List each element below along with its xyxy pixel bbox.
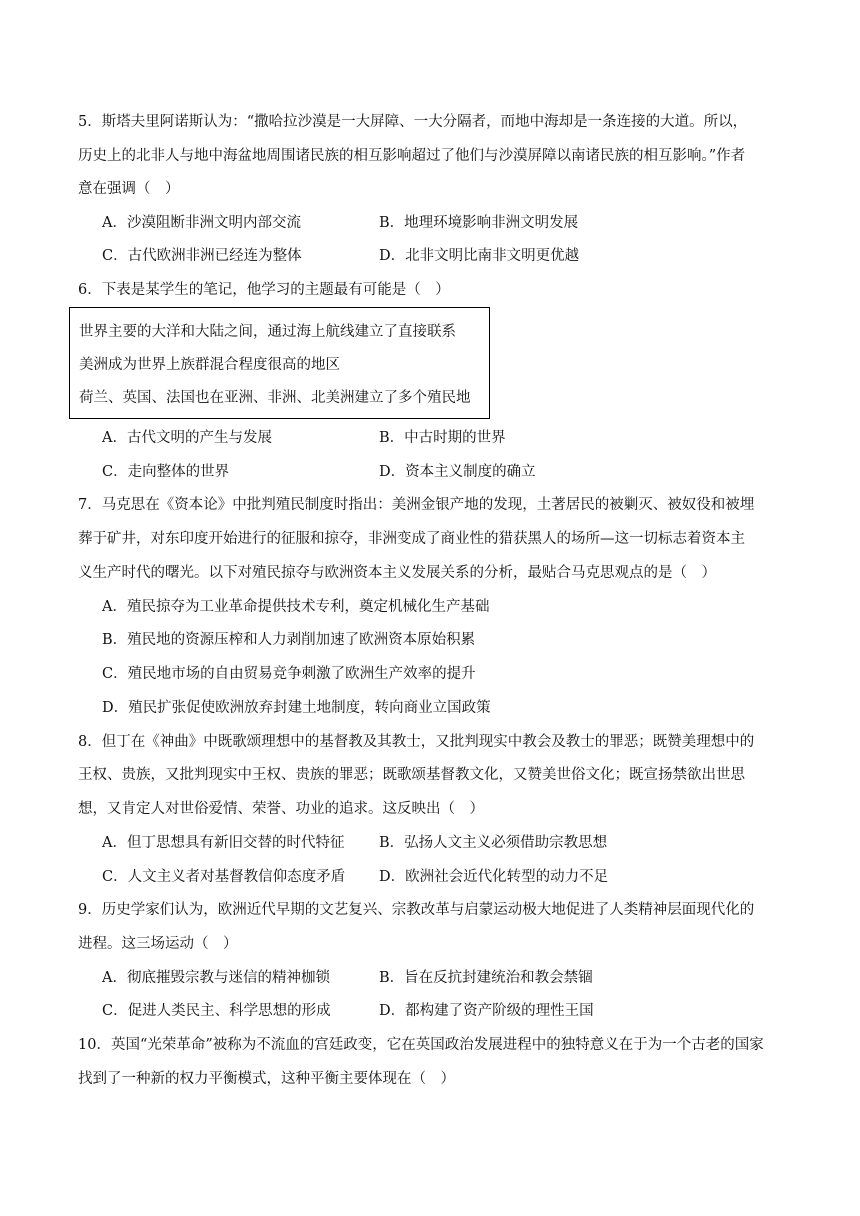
q6-option-b: B．中古时期的世界 bbox=[379, 430, 506, 446]
q10-stem-line-1: 10．英国“光荣革命”被称为不流血的宫廷政变，它在英国政治发展进程中的独特意义在于为一个古老的国家 bbox=[78, 1037, 764, 1053]
q6-option-d: D．资本主义制度的确立 bbox=[379, 464, 536, 480]
q8-stem-line-3: 想，又肯定人对世俗爱情、荣誉、功业的追求。这反映出（ ） bbox=[78, 801, 484, 817]
q9-option-b: B．旨在反抗封建统治和教会禁锢 bbox=[379, 970, 593, 986]
q6-note-line-3: 荷兰、英国、法国也在亚洲、非洲、北美洲建立了多个殖民地 bbox=[79, 390, 471, 406]
q8-stem-line-2: 王权、贵族，又批判现实中王权、贵族的罪恶；既歌颂基督教文化，又赞美世俗文化；既宣扬禁欲出世思 bbox=[78, 767, 745, 783]
q9-stem-line-1: 9．历史学家们认为，欧洲近代早期的文艺复兴、宗教改革与启蒙运动极大地促进了人类精神层面现代化的 bbox=[78, 902, 755, 918]
q7-option-c: C．殖民地市场的自由贸易竞争刺激了欧洲生产效率的提升 bbox=[102, 666, 476, 682]
q6-notes-box bbox=[69, 307, 490, 419]
q7-stem-line-1: 7．马克思在《资本论》中批判殖民制度时指出：美洲金银产地的发现，土著居民的被剿灭、被奴役和被埋 bbox=[78, 497, 755, 513]
q7-option-b: B．殖民地的资源压榨和人力剥削加速了欧洲资本原始积累 bbox=[102, 632, 476, 648]
q8-stem-line-1: 8．但丁在《神曲》中既歌颂理想中的基督教及其教士，又批判现实中教会及教士的罪恶；既赞美理想中的 bbox=[78, 734, 755, 750]
q9-option-d: D．都构建了资产阶级的理性王国 bbox=[379, 1003, 594, 1019]
q9-option-c: C．促进人类民主、科学思想的形成 bbox=[102, 1003, 331, 1019]
q7-stem-line-2: 葬于矿井，对东印度开始进行的征服和掠夺，非洲变成了商业性的猎获黑人的场所—这一切标志着资本主 bbox=[78, 531, 745, 547]
q7-stem-line-3: 义生产时代的曙光。以下对殖民掠夺与欧洲资本主义发展关系的分析，最贴合马克思观点的是（ ） bbox=[78, 565, 716, 581]
q5-stem-line-2: 历史上的北非人与地中海盆地周围诸民族的相互影响超过了他们与沙漠屏障以南诸民族的相互影响。”作者 bbox=[78, 148, 746, 164]
q6-stem-line-1: 6．下表是某学生的笔记，他学习的主题最有可能是（ ） bbox=[78, 282, 450, 298]
q5-stem-line-3: 意在强调（ ） bbox=[78, 181, 180, 197]
q10-stem-line-2: 找到了一种新的权力平衡模式，这种平衡主要体现在（ ） bbox=[78, 1071, 455, 1087]
q8-option-b: B．弘扬人文主义必须借助宗教思想 bbox=[379, 835, 608, 851]
q6-note-line-2: 美洲成为世界上族群混合程度很高的地区 bbox=[79, 357, 340, 373]
q6-note-line-1: 世界主要的大洋和大陆之间，通过海上航线建立了直接联系 bbox=[79, 324, 456, 340]
q5-option-b: B．地理环境影响非洲文明发展 bbox=[379, 215, 579, 231]
q7-option-a: A．殖民掠夺为工业革命提供技术专利，奠定机械化生产基础 bbox=[102, 599, 490, 615]
q6-option-c: C．走向整体的世界 bbox=[102, 464, 230, 480]
q9-option-a: A．彻底摧毁宗教与迷信的精神枷锁 bbox=[102, 970, 330, 986]
q9-stem-line-2: 进程。这三场运动（ ） bbox=[78, 936, 238, 952]
q5-option-d: D．北非文明比南非文明更优越 bbox=[379, 248, 580, 264]
q8-option-c: C．人文主义者对基督教信仰态度矛盾 bbox=[102, 869, 346, 885]
q5-option-a: A．沙漠阻断非洲文明内部交流 bbox=[102, 215, 301, 231]
q6-option-a: A．古代文明的产生与发展 bbox=[102, 430, 272, 446]
q5-stem-line-1: 5．斯塔夫里阿诺斯认为：“撒哈拉沙漠是一大屏障、一大分隔者，而地中海却是一条连接的大道。所以， bbox=[78, 114, 748, 130]
q8-option-a: A．但丁思想具有新旧交替的时代特征 bbox=[102, 835, 345, 851]
q7-option-d: D．殖民扩张促使欧洲放弃封建土地制度，转向商业立国政策 bbox=[102, 700, 491, 716]
q5-option-c: C．古代欧洲非洲已经连为整体 bbox=[102, 248, 302, 264]
q8-option-d: D．欧洲社会近代化转型的动力不足 bbox=[379, 869, 609, 885]
